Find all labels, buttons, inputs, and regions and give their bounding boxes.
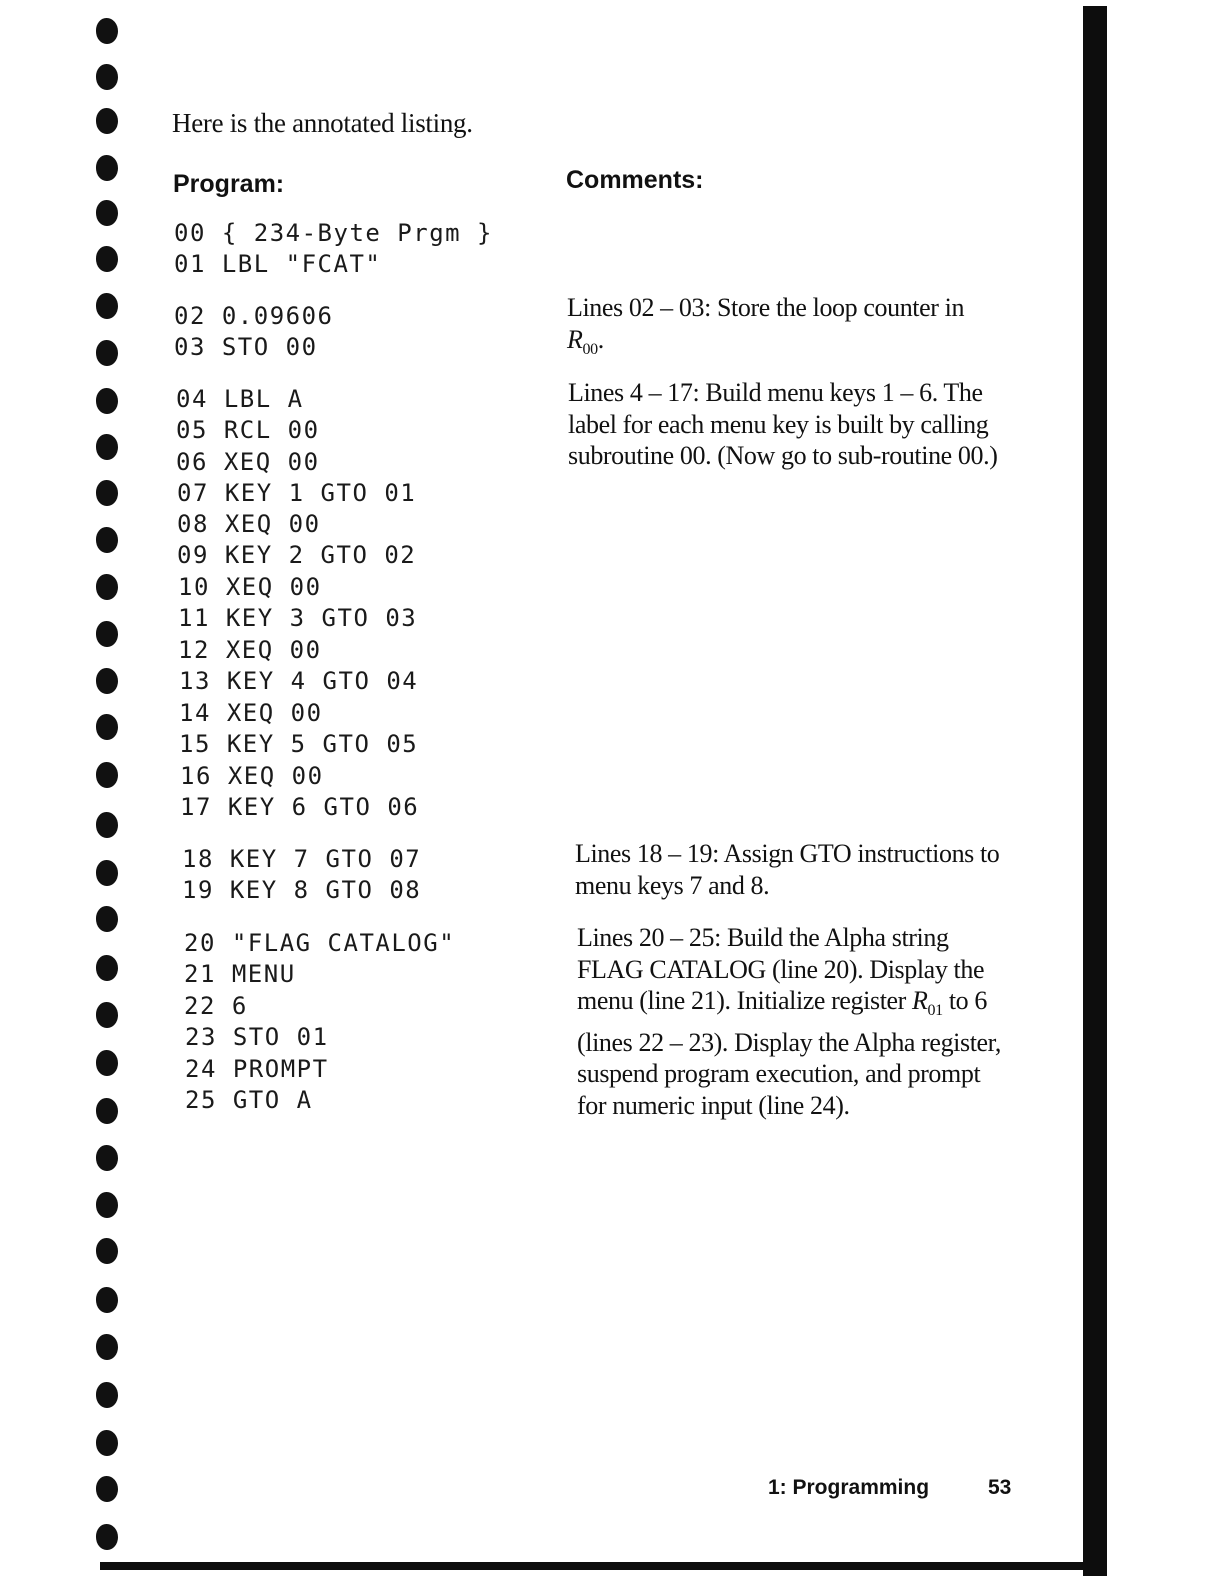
- comment-tail: .: [597, 324, 604, 354]
- program-line: 03 STO 00: [174, 333, 318, 361]
- program-line: 24 PROMPT: [185, 1055, 329, 1083]
- binding-hole: [96, 293, 118, 319]
- comment-lines-18-19: Lines 18 – 19: Assign GTO instructions to menu keys 7 and 8.: [575, 839, 1000, 900]
- program-line: 04 LBL A: [176, 385, 304, 413]
- program-line: 11 KEY 3 GTO 03: [178, 604, 418, 632]
- binding-holes: [96, 0, 136, 1584]
- program-line: 14 XEQ 00: [179, 699, 323, 727]
- program-line: 01 LBL "FCAT": [174, 250, 382, 278]
- binding-hole: [96, 18, 118, 44]
- comment-lines-20-25: [577, 922, 1007, 1121]
- binding-hole: [96, 574, 118, 600]
- comment-lines-02-03: [567, 292, 997, 365]
- binding-hole: [96, 860, 118, 886]
- program-line: 21 MENU: [184, 960, 296, 988]
- binding-hole: [96, 812, 118, 838]
- program-line: 23 STO 01: [185, 1023, 329, 1051]
- binding-hole: [96, 434, 118, 460]
- comments-header: Comments:: [566, 166, 704, 194]
- intro-text: Here is the annotated listing.: [172, 108, 473, 138]
- register-subscript: 00: [582, 340, 598, 358]
- program-line: 09 KEY 2 GTO 02: [177, 541, 417, 569]
- binding-hole: [96, 340, 118, 366]
- binding-hole: [96, 1524, 118, 1550]
- binding-hole: [96, 1002, 118, 1028]
- comment-text: Lines 20 – 25: Build the Alpha string FLAG CATALOG (line 20). Display the menu (line 21). Initialize register: [577, 923, 985, 1015]
- program-header: Program:: [173, 170, 285, 198]
- program-line: 12 XEQ 00: [178, 636, 322, 664]
- binding-hole: [96, 762, 118, 788]
- binding-hole: [96, 108, 118, 134]
- program-line: 02 0.09606: [174, 302, 334, 330]
- program-line: 15 KEY 5 GTO 05: [179, 730, 419, 758]
- program-line: 20 "FLAG CATALOG": [184, 929, 456, 957]
- binding-hole: [96, 955, 118, 981]
- page-number: 53: [988, 1476, 1012, 1499]
- program-line: 07 KEY 1 GTO 01: [177, 479, 417, 507]
- binding-hole: [96, 1050, 118, 1076]
- chapter-footer: 1: Programming: [768, 1476, 930, 1499]
- binding-hole: [96, 155, 118, 181]
- comment-text: to 6 (lines 22 – 23). Display the Alpha register, suspend program execution, and prompt for numeric input (line 24).: [577, 986, 1001, 1120]
- binding-hole: [96, 1430, 118, 1456]
- program-line: 19 KEY 8 GTO 08: [182, 876, 422, 904]
- binding-hole: [96, 1145, 118, 1171]
- program-line: 10 XEQ 00: [178, 573, 322, 601]
- program-line: 00 { 234-Byte Prgm }: [174, 219, 493, 247]
- binding-hole: [96, 388, 118, 414]
- comment-text: Lines 02 – 03: Store the loop counter in: [567, 293, 965, 322]
- binding-hole: [96, 1192, 118, 1218]
- binding-hole: [96, 1238, 118, 1264]
- program-line: 25 GTO A: [185, 1086, 313, 1114]
- binding-hole: [96, 527, 118, 553]
- binding-hole: [96, 1098, 118, 1124]
- program-line: 22 6: [184, 992, 248, 1020]
- binding-hole: [96, 906, 118, 932]
- binding-hole: [96, 200, 118, 226]
- binding-hole: [96, 714, 118, 740]
- binding-hole: [96, 1382, 118, 1408]
- register-symbol: R: [912, 986, 928, 1015]
- program-line: 05 RCL 00: [176, 416, 320, 444]
- binding-hole: [96, 1476, 118, 1502]
- register-symbol: R: [567, 324, 583, 354]
- page-edge-right: [1083, 6, 1107, 1576]
- register-subscript: 01: [927, 1002, 943, 1019]
- program-line: 08 XEQ 00: [177, 510, 321, 538]
- page-edge-bottom: [100, 1562, 1107, 1570]
- binding-hole: [96, 1334, 118, 1360]
- program-line: 13 KEY 4 GTO 04: [179, 667, 419, 695]
- program-line: 06 XEQ 00: [176, 448, 320, 476]
- binding-hole: [96, 246, 118, 272]
- program-line: 16 XEQ 00: [180, 762, 324, 790]
- binding-hole: [96, 480, 118, 506]
- binding-hole: [96, 64, 118, 90]
- binding-hole: [96, 668, 118, 694]
- binding-hole: [96, 1287, 118, 1313]
- comment-lines-4-17: Lines 4 – 17: Build menu keys 1 – 6. The label for each menu key is built by calling subroutine 00. (Now go to sub-routine 00.): [568, 378, 998, 470]
- binding-hole: [96, 621, 118, 647]
- program-line: 17 KEY 6 GTO 06: [180, 793, 420, 821]
- program-line: 18 KEY 7 GTO 07: [182, 845, 422, 873]
